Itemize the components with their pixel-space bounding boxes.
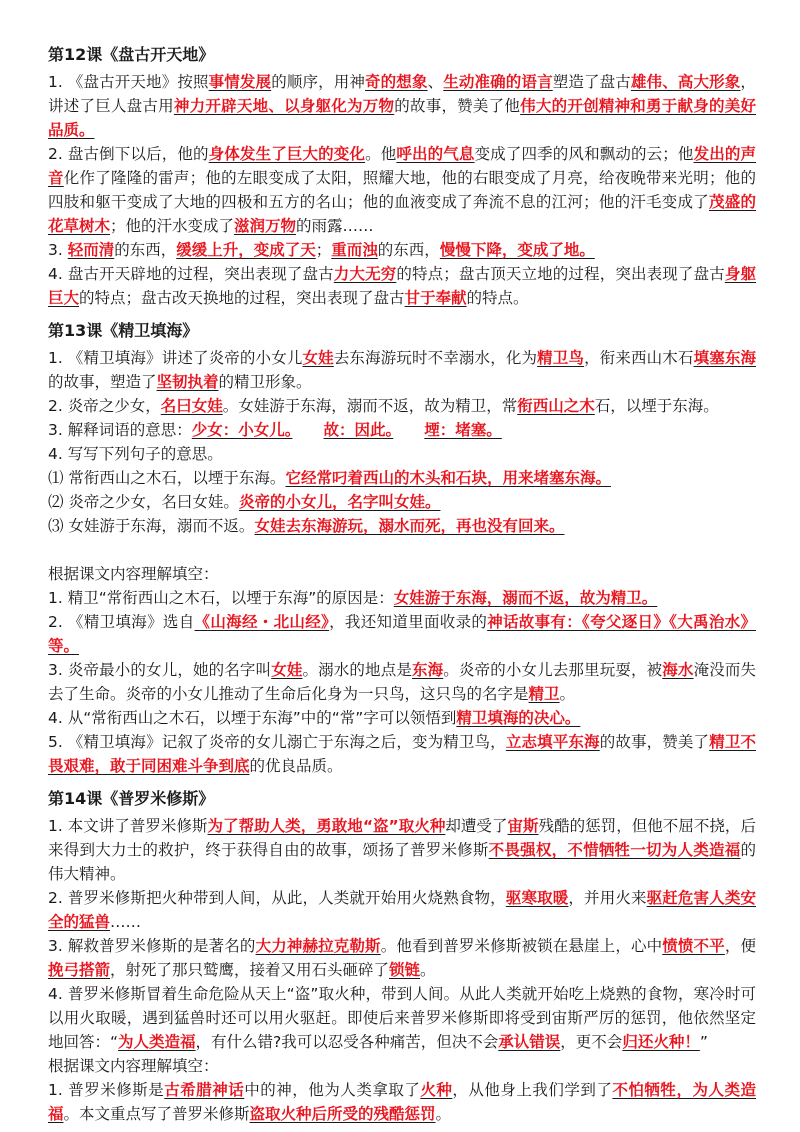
key-answer: 故：因此。 <box>323 421 394 439</box>
plain-text: 根据课文内容理解填空： <box>48 1057 219 1075</box>
plain-text: 却遭受了 <box>445 817 508 835</box>
plain-text: 的雨露…… <box>296 217 374 235</box>
key-answer: 甘于奉献 <box>404 289 467 307</box>
plain-text: 4. 普罗米修斯冒着生命危险从天上“盗”取火种，带到人间。从此人类就开始吃上烧熟的食物，寒冷时可以用火取暖，遇到猛兽时还可以用火驱赶。即使后来普罗米修斯即将受到宙斯严厉的惩罚，他依然坚定地回答：“ <box>48 985 756 1051</box>
plain-text: 残酷的惩罚，但他不屈不挠，后来得到大力士的救护，终于获得自由的故事，颂扬了普罗米修斯 <box>48 817 756 859</box>
lesson-title: 第13课《精卫填海》 <box>48 321 199 340</box>
plain-text: 。本文重点写了普罗米修斯 <box>63 1105 250 1123</box>
note-paragraph <box>48 886 756 934</box>
plain-text: 中的神，他为人类拿取了 <box>244 1081 421 1099</box>
plain-text: 的顺序，用神 <box>271 73 366 91</box>
plain-text: ，便 <box>724 937 756 955</box>
note-paragraph <box>48 142 756 238</box>
plain-text: 的东西， <box>114 241 177 259</box>
plain-text: 。 <box>435 1105 452 1123</box>
plain-text: 4. 盘古开天辟地的过程，突出表现了盘古 <box>48 265 334 283</box>
lesson-title: 第12课《盘古开天地》 <box>48 45 215 64</box>
key-answer: 驱赶危害人类安全的猛兽 <box>48 889 756 931</box>
plain-text: 。 <box>420 961 436 979</box>
plain-text: 。溺水的地点是 <box>302 661 412 679</box>
plain-text: 的故事，塑造了 <box>48 373 157 391</box>
key-answer: 《山海经・北山经》 <box>194 613 330 631</box>
plain-text: …… <box>110 913 142 931</box>
key-answer: 精卫填海的决心。 <box>456 709 581 727</box>
key-answer: 海水 <box>662 661 694 679</box>
key-answer: 归还火种！ <box>622 1033 700 1051</box>
plain-text: 的特点；盘古改天换地的过程，突出表现了盘古 <box>79 289 405 307</box>
plain-text: 石，以堙于东海。 <box>594 397 719 415</box>
plain-text: 。炎帝的小女儿去那里玩耍，被 <box>443 661 663 679</box>
key-answer: 精卫鸟 <box>537 349 585 367</box>
plain-text: ，从他身上我们学到了 <box>452 1081 613 1099</box>
key-answer: 慢慢下降，变成了地。 <box>439 241 595 259</box>
note-paragraph <box>48 238 756 262</box>
key-answer: 不畏强权，不惜牺牲一切为人类造福 <box>488 841 741 859</box>
key-answer: 锁链 <box>389 961 421 979</box>
key-answer: 生动准确的语言 <box>443 73 553 91</box>
lesson-title: 第14课《普罗米修斯》 <box>48 789 215 808</box>
key-answer: 古希腊神话 <box>164 1081 245 1099</box>
key-answer: 衔西山之木 <box>517 397 595 415</box>
key-answer: 女娃去东海游玩，溺水而死，再也没有回来。 <box>254 517 565 535</box>
key-answer: 滋润万物 <box>234 217 297 235</box>
key-answer: 驱寒取暖 <box>505 889 569 907</box>
plain-text: 2. 普罗米修斯把火种带到人间，从此，人类就开始用火烧熟食物， <box>48 889 506 907</box>
key-answer: 神力开辟天地、以身躯化为万物 <box>173 97 395 115</box>
plain-text: 的伟大精神。 <box>48 841 756 883</box>
plain-text: ，并用火来 <box>568 889 647 907</box>
plain-text: 3. 解释词语的意思： <box>48 421 192 439</box>
plain-text: 1. 《盘古开天地》按照 <box>48 73 209 91</box>
key-answer: 缓缓上升，变成了天 <box>176 241 316 259</box>
note-paragraph <box>48 1054 756 1078</box>
plain-text: ⑴ 常衔西山之木石，以堙于东海。 <box>48 469 286 487</box>
key-answer: 不怕牺牲，为人类造福 <box>48 1081 756 1123</box>
plain-text: 的故事，赞美了 <box>599 733 710 751</box>
key-answer: 大力神赫拉克勒斯 <box>255 937 381 955</box>
key-answer: 填塞东海 <box>693 349 756 367</box>
note-paragraph <box>48 730 756 778</box>
key-answer: 东海 <box>411 661 444 679</box>
plain-text: ，讲述了巨人盘古用 <box>48 73 756 115</box>
key-answer: 名曰女娃 <box>160 397 223 415</box>
plain-text: 的特点；盘古顶天立地的过程，突出表现了盘古 <box>396 265 725 283</box>
plain-text: 4. 写写下列句子的意思。 <box>48 445 223 463</box>
plain-text: 根据课文内容理解填空： <box>48 565 219 583</box>
plain-text: ，更不会 <box>560 1033 623 1051</box>
plain-text: 的东西， <box>377 241 440 259</box>
plain-text: ，有什么错?我可以忍受各种痛苦，但决不会 <box>195 1033 499 1051</box>
plain-text: 3. 解救普罗米修斯的是著名的 <box>48 937 256 955</box>
plain-text: ； <box>315 241 332 259</box>
key-answer: 发出的声音 <box>48 145 756 187</box>
key-answer: 事情发展 <box>208 73 272 91</box>
plain-text: 。他看到普罗米修斯被锁在悬崖上，心中 <box>380 937 663 955</box>
key-answer: 为人类造福 <box>118 1033 196 1051</box>
key-answer: 少女：小女儿。 <box>191 421 293 439</box>
plain-text: ，衔来西山木石 <box>584 349 694 367</box>
note-paragraph <box>48 658 756 706</box>
key-answer: 炎帝的小女儿，名字叫女娃。 <box>238 493 441 511</box>
note-paragraph <box>48 394 756 418</box>
key-answer: 盗取火种后所受的残酷惩罚 <box>249 1105 436 1123</box>
key-answer: 愤愤不平 <box>662 937 725 955</box>
plain-text <box>292 421 323 439</box>
key-answer: 为了帮助人类，勇敢地“盗”取火种 <box>207 817 446 835</box>
key-answer: 重而浊 <box>331 241 378 259</box>
key-answer: 宙斯 <box>507 817 539 835</box>
plain-text: ⑵ 炎帝之少女，名曰女娃。 <box>48 493 239 511</box>
note-paragraph <box>48 466 756 490</box>
note-paragraph <box>48 490 756 514</box>
plain-text <box>393 421 424 439</box>
note-paragraph <box>48 562 756 586</box>
plain-text: ；他的汗水变成了 <box>110 217 235 235</box>
plain-text: ，我还知道里面收录的 <box>329 613 488 631</box>
key-answer: 堙：堵塞。 <box>424 421 502 439</box>
plain-text: 的优良品质。 <box>249 757 343 775</box>
plain-text: 2. 炎帝之少女， <box>48 397 161 415</box>
plain-text: 的故事，赞美了他 <box>394 97 521 115</box>
note-paragraph <box>48 706 756 730</box>
plain-text: 。女娃游于东海，溺而不返，故为精卫，常 <box>222 397 518 415</box>
plain-text: 2. 《精卫填海》选自 <box>48 613 195 631</box>
plain-text: 4. 从“常衔西山之木石，以堙于东海”中的“常”字可以领悟到 <box>48 709 457 727</box>
note-paragraph <box>48 1078 756 1126</box>
key-answer: 女娃 <box>302 349 334 367</box>
key-answer: 精卫 <box>528 685 560 703</box>
key-answer: 奇的想象 <box>365 73 428 91</box>
plain-text: 2. 盘古倒下以后，他的 <box>48 145 209 163</box>
key-answer: 精卫不畏艰难，敢于同困难斗争到底 <box>48 733 756 775</box>
note-paragraph <box>48 814 756 886</box>
key-answer: 挽弓搭箭 <box>48 961 111 979</box>
plain-text: ，射死了那只鹫鹰，接着又用石头砸碎了 <box>110 961 390 979</box>
key-answer: 承认错误 <box>498 1033 561 1051</box>
plain-text: 塑造了盘古 <box>552 73 631 91</box>
key-answer: 呼出的气息 <box>396 145 475 163</box>
key-answer: 身体发生了巨大的变化 <box>208 145 366 163</box>
key-answer: 雄伟、高大形象 <box>630 73 741 91</box>
note-paragraph <box>48 442 756 466</box>
plain-text: ⑶ 女娃游于东海，溺而不返。 <box>48 517 255 535</box>
plain-text: 3. <box>48 241 68 259</box>
plain-text: 、 <box>427 73 444 91</box>
key-answer: 身躯巨大 <box>48 265 756 307</box>
plain-text: 1. 本文讲了普罗米修斯 <box>48 817 208 835</box>
note-paragraph <box>48 418 756 442</box>
key-answer: 女娃 <box>271 661 303 679</box>
note-paragraph <box>48 70 756 142</box>
note-paragraph <box>48 934 756 982</box>
plain-text: 5. 《精卫填海》记叙了炎帝的女儿溺亡于东海之后，变为精卫鸟， <box>48 733 506 751</box>
plain-text: ” <box>699 1033 708 1051</box>
plain-text: 1. 普罗米修斯是 <box>48 1081 165 1099</box>
key-answer: 火种 <box>420 1081 453 1099</box>
key-answer: 力大无穷 <box>333 265 397 283</box>
plain-text: 变成了四季的风和飘动的云；他 <box>474 145 694 163</box>
note-paragraph <box>48 586 756 610</box>
plain-text: 3. 炎帝最小的女儿，她的名字叫 <box>48 661 272 679</box>
plain-text: 化作了隆隆的雷声；他的左眼变成了太阳，照耀大地，他的右眼变成了月亮，给夜晚带来光明；他的四肢和躯干变成了大地的四极和五方的名山；他的血液变成了奔流不息的江河；他的汗毛变成了 <box>48 169 756 211</box>
note-paragraph <box>48 982 756 1054</box>
plain-text: 的特点。 <box>466 289 529 307</box>
key-answer: 坚韧执着 <box>156 373 219 391</box>
plain-text: 去东海游玩时不幸溺水，化为 <box>333 349 538 367</box>
spacer <box>48 538 756 562</box>
note-paragraph <box>48 610 756 658</box>
key-answer: 它经常叼着西山的木头和石块，用来堵塞东海。 <box>285 469 611 487</box>
key-answer: 轻而清 <box>67 241 115 259</box>
plain-text: 。他 <box>365 145 397 163</box>
key-answer: 女娃游于东海，溺而不返，故为精卫。 <box>393 589 658 607</box>
key-answer: 茂盛的花草树木 <box>48 193 756 235</box>
plain-text: 。 <box>559 685 576 703</box>
plain-text: 的精卫形象。 <box>218 373 312 391</box>
plain-text: 1. 精卫“常衔西山之木石，以堙于东海”的原因是： <box>48 589 394 607</box>
key-answer: 立志填平东海 <box>505 733 600 751</box>
note-paragraph <box>48 262 756 310</box>
plain-text: 淹没而失去了生命。炎帝的小女儿推动了生命后化身为一只鸟，这只鸟的名字是 <box>48 661 756 703</box>
plain-text: 1. 《精卫填海》讲述了炎帝的小女儿 <box>48 349 303 367</box>
key-answer: 伟大的开创精神和勇于献身的美好品质。 <box>48 97 756 139</box>
note-paragraph <box>48 346 756 394</box>
note-paragraph <box>48 514 756 538</box>
key-answer: 神话故事有：《夸父逐日》《大禹治水》等。 <box>48 613 756 655</box>
